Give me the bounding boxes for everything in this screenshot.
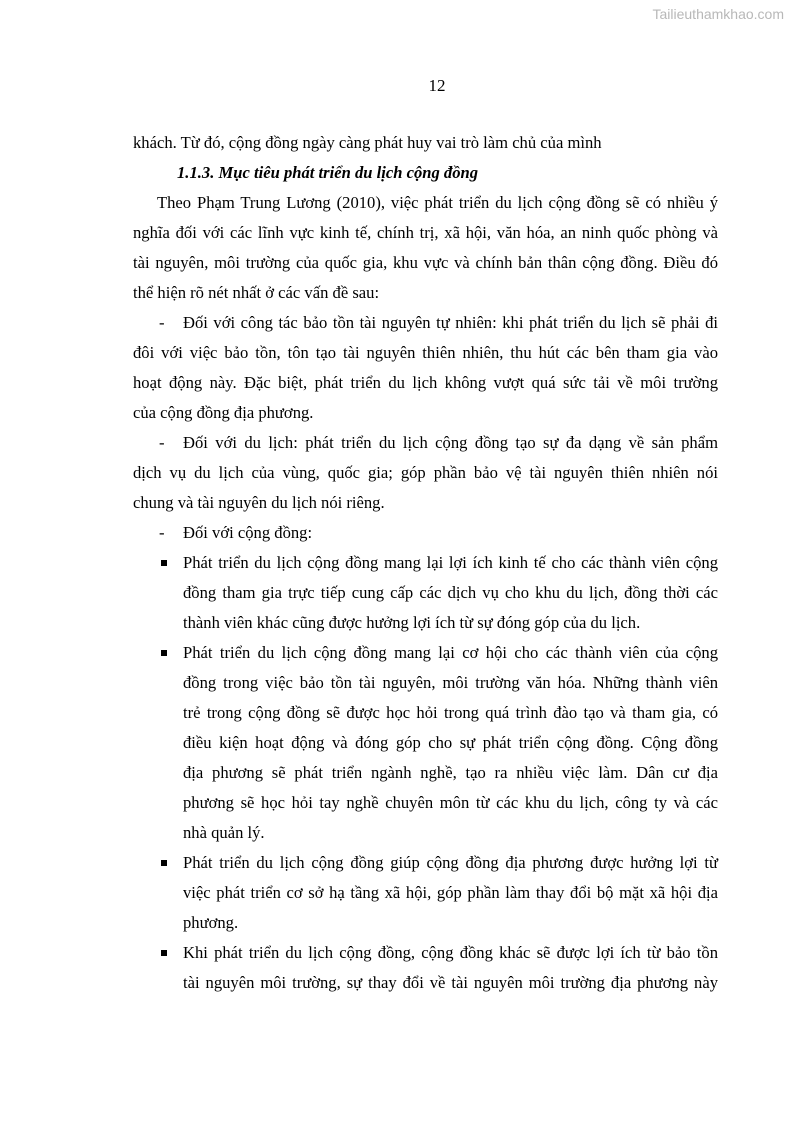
text-line bbox=[133, 308, 718, 338]
bullet-block bbox=[133, 638, 718, 848]
text-line bbox=[133, 158, 718, 188]
text-line bbox=[133, 608, 718, 638]
line-text: nghĩa đối với các lĩnh vực kinh tế, chính trị, xã hội, văn hóa, an ninh quốc phòng và bbox=[133, 223, 718, 242]
text-line bbox=[133, 758, 718, 788]
line-text: Đối với cộng đồng: bbox=[183, 523, 313, 542]
document-body bbox=[133, 128, 718, 998]
bullet-block bbox=[133, 938, 718, 998]
dash-marker: - bbox=[159, 523, 165, 542]
line-text: đôi với việc bảo tồn, tôn tạo tài nguyên thiên nhiên, thu hút các bên tham gia vào bbox=[133, 343, 718, 362]
text-line bbox=[133, 548, 718, 578]
text-line bbox=[133, 188, 718, 218]
line-text: Theo Phạm Trung Lương (2010), việc phát triển du lịch cộng đồng sẽ có nhiều ý bbox=[157, 193, 718, 212]
text-line bbox=[133, 698, 718, 728]
dash-block bbox=[133, 518, 718, 548]
line-text: đồng trong việc bảo tồn tài nguyên, môi trường văn hóa. Những thành viên bbox=[183, 673, 718, 692]
dash-marker: - bbox=[159, 433, 165, 452]
text-line bbox=[133, 848, 718, 878]
text-line bbox=[133, 638, 718, 668]
text-line bbox=[133, 968, 718, 998]
text-line bbox=[133, 728, 718, 758]
text-line bbox=[133, 278, 718, 308]
text-line bbox=[133, 398, 718, 428]
text-line bbox=[133, 668, 718, 698]
bullet-block bbox=[133, 848, 718, 938]
line-text: Khi phát triển du lịch cộng đồng, cộng đồng khác sẽ được lợi ích từ bảo tồn bbox=[183, 943, 718, 962]
line-text: 1.1.3. Mục tiêu phát triển du lịch cộng đồng bbox=[177, 163, 479, 182]
line-text: Phát triển du lịch cộng đồng giúp cộng đồng địa phương được hưởng lợi từ bbox=[183, 853, 718, 872]
line-text: khách. Từ đó, cộng đồng ngày càng phát huy vai trò làm chủ của mình bbox=[133, 133, 602, 152]
plain-block bbox=[133, 128, 718, 158]
page-number: 12 bbox=[428, 76, 446, 95]
text-line bbox=[133, 218, 718, 248]
text-line bbox=[133, 908, 718, 938]
square-bullet-icon bbox=[161, 950, 167, 956]
text-line bbox=[133, 368, 718, 398]
text-line bbox=[133, 818, 718, 848]
line-text: hoạt động này. Đặc biệt, phát triển du lịch không vượt quá sức tải về môi trường bbox=[133, 373, 718, 392]
line-text: phương. bbox=[183, 913, 239, 932]
line-text: Phát triển du lịch cộng đồng mang lại cơ hội cho các thành viên của cộng bbox=[183, 643, 718, 662]
text-line bbox=[133, 458, 718, 488]
line-text: đồng tham gia trực tiếp cung cấp các dịch vụ cho khu du lịch, đồng thời các bbox=[183, 583, 718, 602]
dash-block bbox=[133, 308, 718, 428]
bullet-block bbox=[133, 548, 718, 638]
line-text: phương sẽ học hỏi tay nghề chuyên môn từ các khu du lịch, công ty và các bbox=[183, 793, 718, 812]
square-bullet-icon bbox=[161, 560, 167, 566]
dash-marker: - bbox=[159, 313, 165, 332]
line-text: của cộng đồng địa phương. bbox=[133, 403, 314, 422]
line-text: Đối với du lịch: phát triển du lịch cộng đồng tạo sự đa dạng về sản phẩm bbox=[183, 433, 718, 452]
line-text: nhà quản lý. bbox=[183, 823, 265, 842]
section-heading bbox=[133, 158, 718, 188]
line-text: địa phương sẽ phát triển ngành nghề, tạo ra nhiều việc làm. Dân cư địa bbox=[183, 763, 718, 782]
line-text: Phát triển du lịch cộng đồng mang lại lợi ích kinh tế cho các thành viên cộng bbox=[183, 553, 718, 572]
text-line bbox=[133, 428, 718, 458]
text-line bbox=[133, 488, 718, 518]
text-line bbox=[133, 518, 718, 548]
square-bullet-icon bbox=[161, 650, 167, 656]
text-line bbox=[133, 788, 718, 818]
line-text: dịch vụ du lịch của vùng, quốc gia; góp phần bảo vệ tài nguyên thiên nhiên nói bbox=[133, 463, 718, 482]
text-line bbox=[133, 128, 718, 158]
watermark: Tailieuthamkhao.com bbox=[652, 6, 784, 22]
line-text: điều kiện hoạt động và đóng góp cho sự phát triển cộng đồng. Cộng đồng bbox=[183, 733, 718, 752]
line-text: thể hiện rõ nét nhất ở các vấn đề sau: bbox=[133, 283, 380, 302]
line-text: trẻ trong cộng đồng sẽ được học hỏi trong quá trình đào tạo và tham gia, có bbox=[183, 703, 718, 722]
text-line bbox=[133, 578, 718, 608]
square-bullet-icon bbox=[161, 860, 167, 866]
line-text: tài nguyên môi trường, sự thay đổi về tài nguyên môi trường địa phương này bbox=[183, 973, 718, 992]
line-text: chung và tài nguyên du lịch nói riêng. bbox=[133, 493, 385, 512]
line-text: tài nguyên, môi trường của quốc gia, khu vực và chính bản thân cộng đồng. Điều đó bbox=[133, 253, 718, 272]
text-line bbox=[133, 338, 718, 368]
line-text: thành viên khác cũng được hưởng lợi ích từ sự đóng góp của du lịch. bbox=[183, 613, 641, 632]
paragraph-block bbox=[133, 188, 718, 308]
line-text: Đối với công tác bảo tồn tài nguyên tự nhiên: khi phát triển du lịch sẽ phải đi bbox=[183, 313, 718, 332]
text-line bbox=[133, 938, 718, 968]
dash-block bbox=[133, 428, 718, 518]
text-line bbox=[133, 248, 718, 278]
text-line bbox=[133, 878, 718, 908]
line-text: việc phát triển cơ sở hạ tầng xã hội, góp phần làm thay đổi bộ mặt xã hội địa bbox=[183, 883, 718, 902]
